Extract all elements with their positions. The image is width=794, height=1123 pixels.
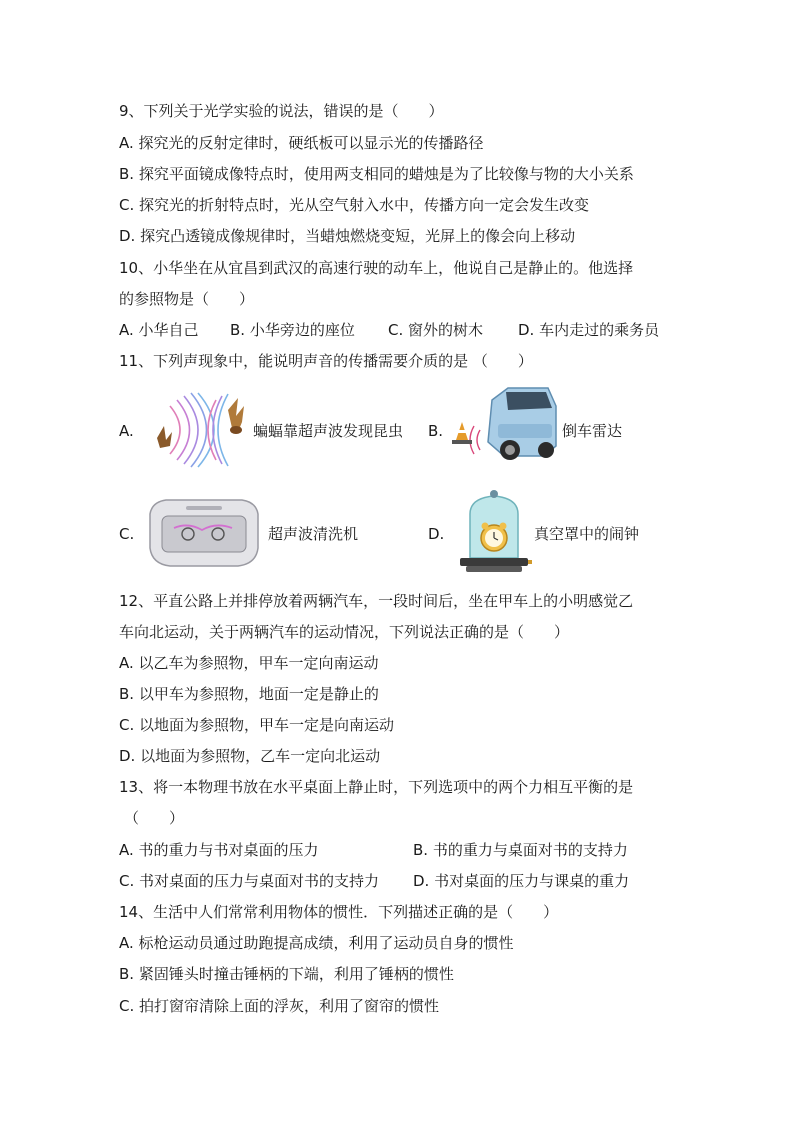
q9-option-b: B. 探究平面镜成像特点时，使用两支相同的蜡烛是为了比较像与物的大小关系 (119, 165, 634, 183)
q11-option-b-letter: B. (428, 422, 444, 440)
q13-option-c: C. 书对桌面的压力与桌面对书的支持力 (119, 872, 380, 890)
car-radar-icon (448, 384, 560, 468)
q13-stem-line1: 13、将一本物理书放在水平桌面上静止时，下列选项中的两个力相互平衡的是 (119, 778, 634, 796)
ultrasonic-cleaner-icon (142, 492, 266, 572)
q13-stem-line2: （ ） (124, 809, 185, 827)
q14-stem: 14、生活中人们常常利用物体的惯性．下列描述正确的是（ ） (119, 903, 559, 921)
q12-option-c: C. 以地面为参照物，甲车一定是向南运动 (119, 716, 395, 734)
q10-option-a: A. 小华自己 (119, 321, 199, 339)
q10-option-c: C. 窗外的树木 (388, 321, 484, 339)
q9-option-c: C. 探究光的折射特点时，光从空气射入水中，传播方向一定会发生改变 (119, 196, 590, 214)
q11-option-d-letter: D. (428, 525, 445, 543)
q13-option-b: B. 书的重力与桌面对书的支持力 (413, 841, 628, 859)
q12-stem-line2: 车向北运动，关于两辆汽车的运动情况，下列说法正确的是（ ） (119, 623, 570, 641)
q13-option-a: A. 书的重力与书对桌面的压力 (119, 841, 319, 859)
q11-stem: 11、下列声现象中，能说明声音的传播需要介质的是 （ ） (119, 352, 533, 370)
bat-ultrasound-icon (152, 388, 252, 472)
q11-option-a-label: 蝙蝠靠超声波发现昆虫 (253, 422, 404, 440)
q11-option-b-label: 倒车雷达 (562, 422, 623, 440)
q12-stem-line1: 12、平直公路上并排停放着两辆汽车，一段时间后，坐在甲车上的小明感觉乙 (119, 592, 634, 610)
q11-option-c-label: 超声波清洗机 (268, 525, 359, 543)
q9-option-d: D. 探究凸透镜成像规律时，当蜡烛燃烧变短，光屏上的像会向上移动 (119, 227, 576, 245)
q11-option-d-label: 真空罩中的闹钟 (534, 525, 640, 543)
q12-option-a: A. 以乙车为参照物，甲车一定向南运动 (119, 654, 379, 672)
q12-option-b: B. 以甲车为参照物，地面一定是静止的 (119, 685, 379, 703)
q11-option-a-letter: A. (119, 422, 134, 440)
q13-option-d: D. 书对桌面的压力与课桌的重力 (413, 872, 630, 890)
q14-option-a: A. 标枪运动员通过助跑提高成绩，利用了运动员自身的惯性 (119, 934, 514, 952)
q12-option-d: D. 以地面为参照物，乙车一定向北运动 (119, 747, 381, 765)
vacuum-bell-jar-icon (456, 488, 532, 576)
q10-option-b: B. 小华旁边的座位 (230, 321, 355, 339)
q9-stem: 9、下列关于光学实验的说法，错误的是（ ） (119, 102, 444, 120)
q10-stem-line2: 的参照物是（ ） (119, 290, 255, 308)
q9-option-a: A. 探究光的反射定律时，硬纸板可以显示光的传播路径 (119, 134, 484, 152)
q14-option-c: C. 拍打窗帘清除上面的浮灰，利用了窗帘的惯性 (119, 997, 440, 1015)
q14-option-b: B. 紧固锤头时撞击锤柄的下端，利用了锤柄的惯性 (119, 965, 454, 983)
q10-option-d: D. 车内走过的乘务员 (518, 321, 660, 339)
q10-stem-line1: 10、小华坐在从宜昌到武汉的高速行驶的动车上，他说自己是静止的。他选择 (119, 259, 634, 277)
q11-option-c-letter: C. (119, 525, 135, 543)
